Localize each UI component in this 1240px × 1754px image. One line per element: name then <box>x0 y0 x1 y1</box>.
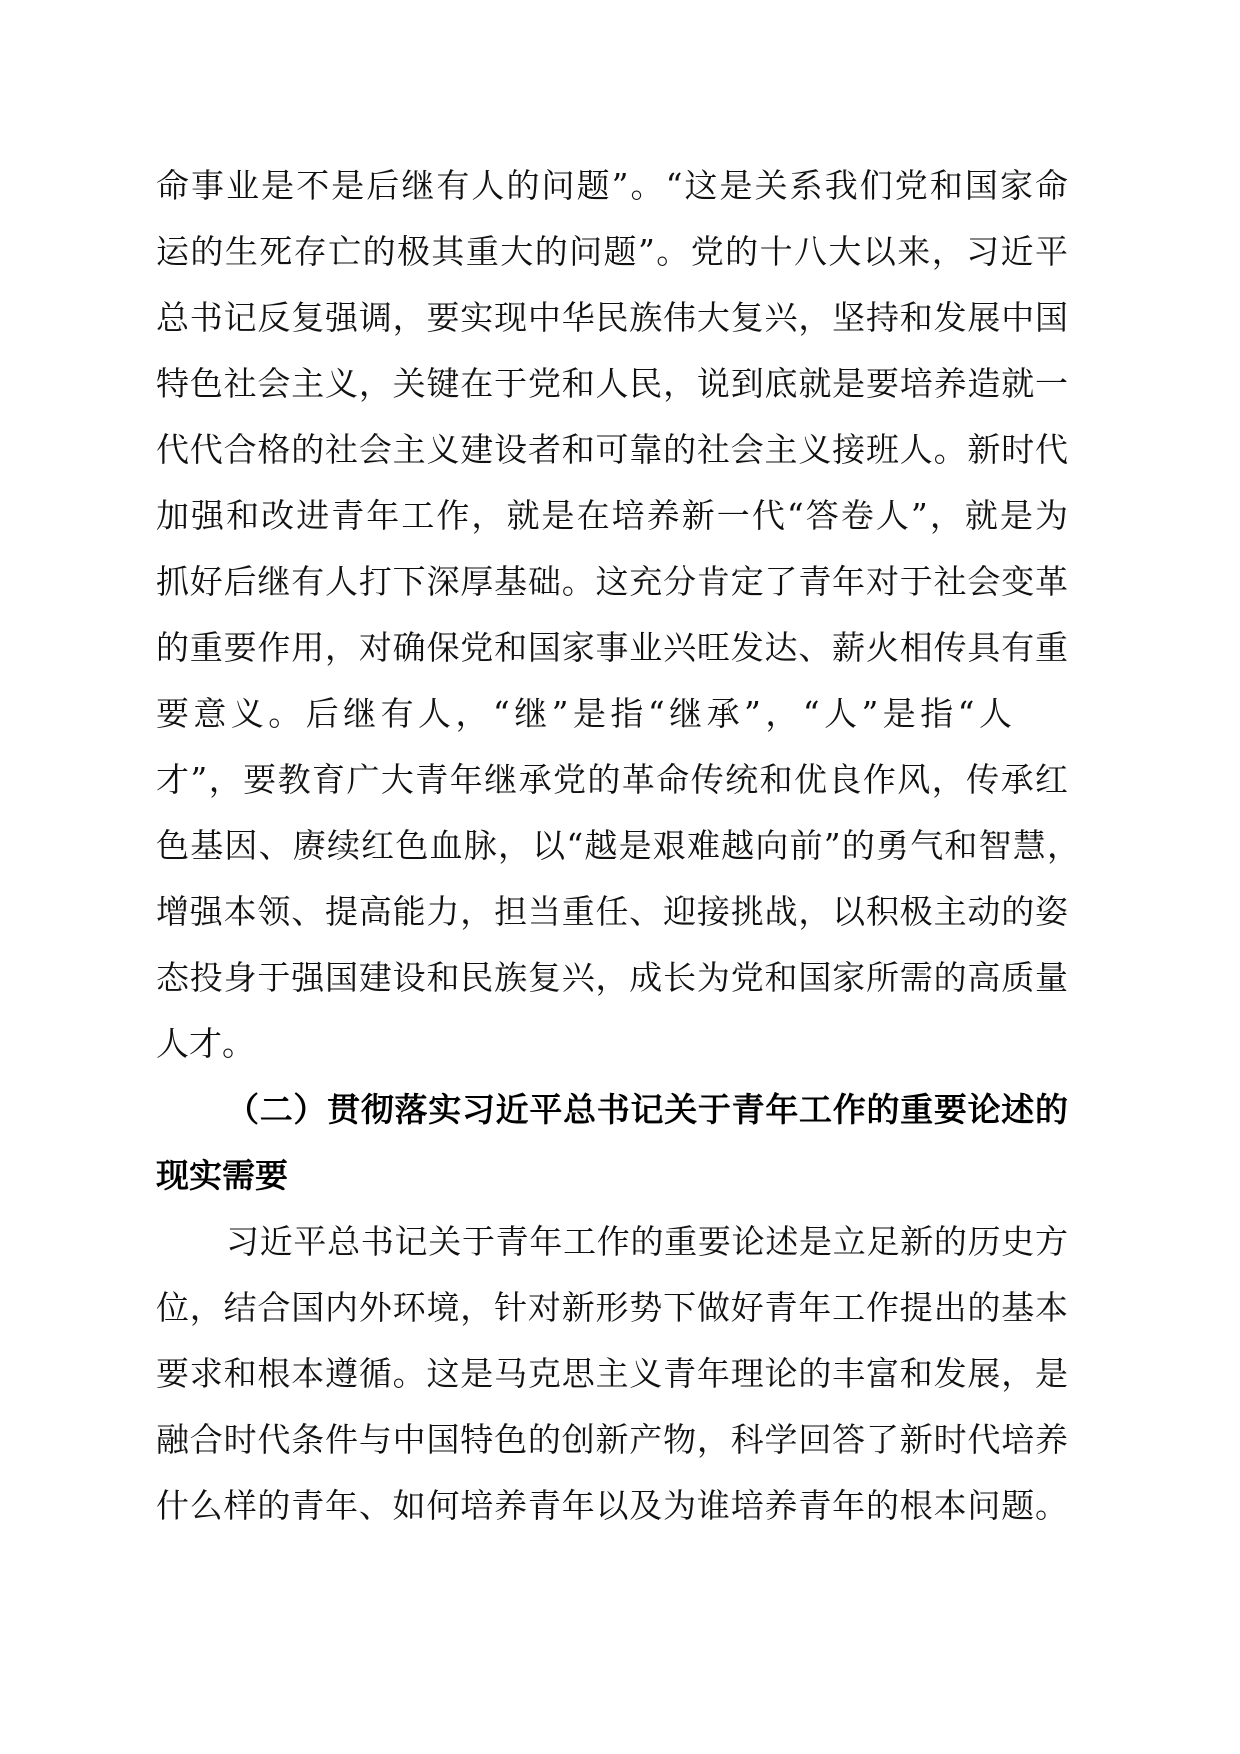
paragraph-1-line-7: 抓好后继有人打下深厚基础。这充分肯定了青年对于社会变革 <box>156 562 1068 601</box>
paragraph-2-line-1: 习近平总书记关于青年工作的重要论述是立足新的历史方 <box>226 1222 1068 1261</box>
section-heading-line-1: （二）贯彻落实习近平总书记关于青年工作的重要论述的 <box>226 1090 1068 1129</box>
paragraph-1-line-4: 特色社会主义，关键在于党和人民，说到底就是要培养造就一 <box>156 364 1068 403</box>
section-heading-line-2: 现实需要 <box>156 1156 288 1195</box>
paragraph-1-line-11: 色基因、赓续红色血脉，以“越是艰难越向前”的勇气和智慧， <box>156 826 1080 865</box>
paragraph-1-line-8: 的重要作用，对确保党和国家事业兴旺发达、薪火相传具有重 <box>156 628 1068 667</box>
paragraph-1-line-14: 人才。 <box>156 1024 255 1063</box>
paragraph-1-line-9: 要意义。后继有人，“继”是指“继承”，“人”是指“人 <box>156 694 1012 733</box>
paragraph-2-line-5: 什么样的青年、如何培养青年以及为谁培养青年的根本问题。 <box>156 1486 1068 1525</box>
paragraph-1-line-13: 态投身于强国建设和民族复兴，成长为党和国家所需的高质量 <box>156 958 1068 997</box>
paragraph-1-line-6: 加强和改进青年工作，就是在培养新一代“答卷人”，就是为 <box>156 496 1068 535</box>
paragraph-2-line-4: 融合时代条件与中国特色的创新产物，科学回答了新时代培养 <box>156 1420 1068 1459</box>
paragraph-1-line-10: 才”，要教育广大青年继承党的革命传统和优良作风，传承红 <box>156 760 1068 799</box>
paragraph-1-line-1: 命事业是不是后继有人的问题”。“这是关系我们党和国家命 <box>156 166 1068 205</box>
paragraph-1-line-5: 代代合格的社会主义建设者和可靠的社会主义接班人。新时代 <box>156 430 1068 469</box>
paragraph-1-line-3: 总书记反复强调，要实现中华民族伟大复兴，坚持和发展中国 <box>156 298 1068 337</box>
paragraph-1-line-2: 运的生死存亡的极其重大的问题”。党的十八大以来，习近平 <box>156 232 1068 271</box>
paragraph-2-line-3: 要求和根本遵循。这是马克思主义青年理论的丰富和发展，是 <box>156 1354 1068 1393</box>
paragraph-1-line-12: 增强本领、提高能力，担当重任、迎接挑战，以积极主动的姿 <box>156 892 1068 931</box>
paragraph-2-line-2: 位，结合国内外环境，针对新形势下做好青年工作提出的基本 <box>156 1288 1068 1327</box>
